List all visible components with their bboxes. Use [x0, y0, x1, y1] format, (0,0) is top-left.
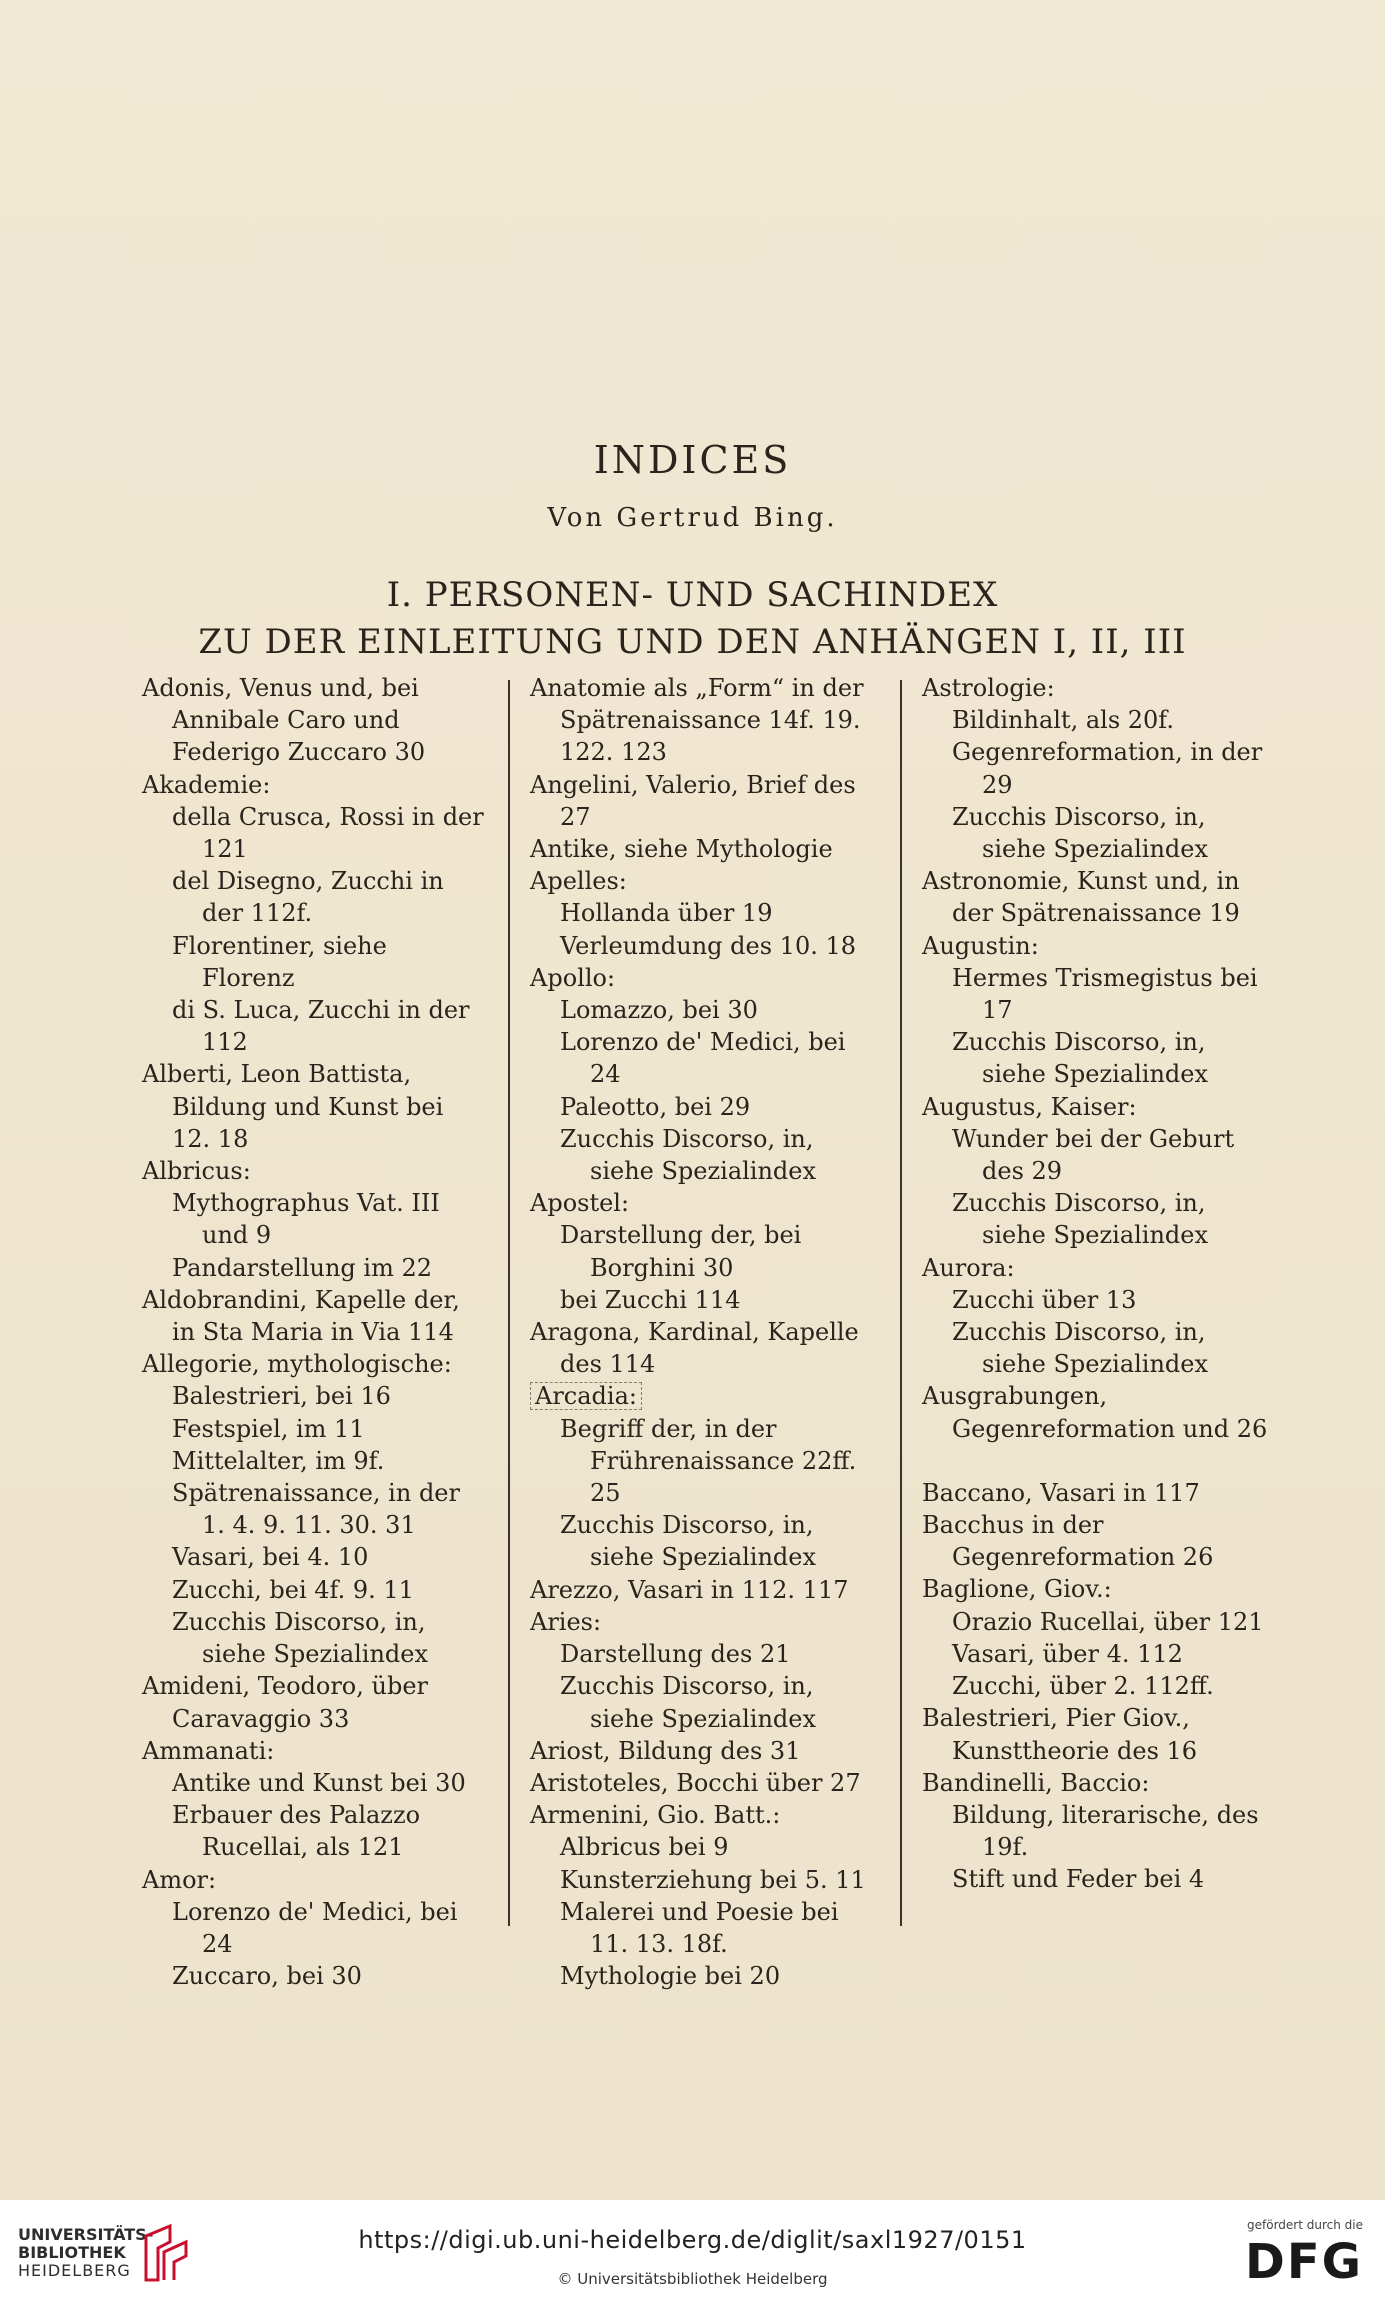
index-entry: Aragona, Kardinal, Kapelle des 114 [530, 1318, 859, 1379]
index-entry: Apostel: [530, 1189, 630, 1218]
index-entry: Amor: [142, 1865, 217, 1894]
index-entry: Augustus, Kaiser: [922, 1092, 1137, 1121]
index-subentry: Kunsterziehung bei 5. 11 [560, 1865, 866, 1894]
index-entry: Ausgrabungen, Gegenreformation und 26 [922, 1382, 1268, 1443]
index-entry: Akademie: [142, 770, 271, 799]
section-heading-line-1: I. PERSONEN- UND SACHINDEX [386, 575, 999, 615]
index-subentry: Vasari, über 4. 112 [952, 1639, 1183, 1668]
funding-note: gefördert durch die [1247, 2218, 1363, 2232]
index-subentry: Darstellung der, bei Borghini 30 [560, 1221, 802, 1282]
index-subentry: Begriff der, in der Frührenaissance 22ff. 25 [560, 1414, 857, 1508]
index-subentry: Mythographus Vat. III und 9 [172, 1189, 440, 1250]
index-entry: Astrologie: [922, 674, 1055, 702]
index-entry: Aristoteles, Bocchi über 27 [530, 1768, 861, 1797]
index-entry: Aurora: [922, 1253, 1015, 1282]
logo-line-3: HEIDELBERG [18, 2261, 131, 2280]
index-entry: Aries: [530, 1607, 602, 1636]
index-subentry: Zucchis Discorso, in, siehe Spezialindex [952, 802, 1209, 864]
index-letter-gap [922, 1445, 1272, 1477]
index-subentry: Zucchis Discorso, in, siehe Spezialindex [560, 1672, 817, 1733]
index-subentry: Lorenzo de' Medici, bei 24 [560, 1028, 846, 1089]
index-subentry: di S. Luca, Zucchi in der 112 [172, 996, 470, 1057]
index-entry: Apollo: [530, 963, 616, 992]
index-subentry: Lomazzo, bei 30 [560, 996, 758, 1025]
index-subentry: Bildung, literarische, des 19f. [952, 1800, 1259, 1862]
index-subentry: Mittelalter, im 9f. [172, 1446, 385, 1475]
index-subentry: Pandarstellung im 22 [172, 1253, 433, 1282]
index-subentry: Zucchis Discorso, in, siehe Spezialindex [952, 1189, 1209, 1250]
index-column-1 [142, 672, 487, 1992]
index-entry: Apelles: [530, 867, 627, 896]
index-subentry: Zucchi über 13 [952, 1285, 1137, 1314]
index-subentry: Zucchis Discorso, in, siehe Spezialindex [952, 1318, 1209, 1379]
viewer-footer [0, 2200, 1385, 2304]
index-column-3 [922, 672, 1272, 1896]
column-divider-1 [508, 680, 510, 1926]
section-heading-line-2: ZU DER EINLEITUNG UND DEN ANHÄNGEN I, II, III [198, 622, 1187, 662]
index-subentry: Zucchis Discorso, in, siehe Spezialindex [560, 1511, 817, 1572]
index-subentry: Bildinhalt, als 20f. [952, 706, 1174, 735]
index-entry: Arezzo, Vasari in 112. 117 [530, 1575, 849, 1604]
index-subentry: bei Zucchi 114 [560, 1285, 741, 1314]
index-subentry: Zucchis Discorso, in, siehe Spezialindex [560, 1124, 817, 1186]
index-subentry: Erbauer des Palazzo Rucellai, als 121 [172, 1801, 421, 1862]
index-entry: Baccano, Vasari in 117 [922, 1478, 1200, 1507]
index-entry: Ammanati: [142, 1736, 275, 1765]
index-subentry: della Crusca, Rossi in der 121 [172, 802, 484, 864]
index-column-2 [530, 672, 882, 1992]
logo-line-1: UNIVERSITÄTS- [18, 2225, 154, 2244]
column-divider-2 [900, 680, 902, 1926]
index-entry: Bandinelli, Baccio: [922, 1768, 1150, 1797]
index-entry: Allegorie, mythologische: [142, 1350, 452, 1379]
logo-line-2: BIBLIOTHEK [18, 2243, 126, 2262]
index-subentry: Spätrenaissance, in der 1. 4. 9. 11. 30. 31 [172, 1479, 460, 1540]
index-entry-marked: Arcadia: [530, 1380, 882, 1412]
index-subentry: Stift und Feder bei 4 [952, 1865, 1205, 1894]
index-entry: Ariost, Bildung des 31 [530, 1736, 801, 1765]
index-subentry: Zuccaro, bei 30 [172, 1962, 362, 1991]
index-subentry: Balestrieri, bei 16 [172, 1382, 391, 1411]
index-subentry: Orazio Rucellai, über 121 [952, 1607, 1264, 1636]
index-subentry: Festspiel, im 11 [172, 1414, 365, 1443]
index-subentry: Zucchis Discorso, in, siehe Spezialindex [952, 1028, 1209, 1089]
index-entry: Antike, siehe Mythologie [530, 835, 833, 864]
index-entry: Albricus: [142, 1157, 251, 1186]
dfg-logo[interactable]: DFG [1244, 2234, 1363, 2290]
index-subentry: Mythologie bei 20 [560, 1962, 781, 1991]
index-entry: Aldobrandini, Kapelle der, in Sta Maria in Via 114 [142, 1285, 460, 1347]
index-subentry: Hollanda über 19 [560, 899, 773, 928]
section-heading [0, 572, 1385, 666]
index-entry: Baglione, Giov.: [922, 1575, 1112, 1604]
index-entry: Bacchus in der Gegenreformation 26 [922, 1511, 1214, 1572]
index-entry: Adonis, Venus und, bei Annibale Caro und Federigo Zuccaro 30 [142, 674, 426, 767]
index-subentry: Zucchi, über 2. 112ff. [952, 1672, 1214, 1701]
index-subentry: Malerei und Poesie bei 11. 13. 18f. [560, 1897, 839, 1958]
index-subentry: Hermes Trismegistus bei 17 [952, 963, 1258, 1025]
copyright-notice: © Universitätsbibliothek Heidelberg [557, 2270, 828, 2288]
index-entry: Angelini, Valerio, Brief des 27 [530, 770, 856, 831]
index-subentry: Gegenreformation, in der 29 [952, 738, 1263, 799]
index-subentry: Verleumdung des 10. 18 [560, 931, 857, 960]
index-entry: Balestrieri, Pier Giov., Kunsttheorie des 16 [922, 1704, 1198, 1765]
permalink-url[interactable]: https://digi.ub.uni-heidelberg.de/diglit/saxl1927/0151 [358, 2226, 1027, 2254]
index-subentry: Antike und Kunst bei 30 [172, 1768, 466, 1797]
index-entry: Alberti, Leon Battista, Bildung und Kunst bei 12. 18 [142, 1060, 444, 1153]
index-subentry: Darstellung des 21 [560, 1640, 791, 1669]
index-subentry: Florentiner, siehe Florenz [172, 931, 387, 992]
index-subentry: Lorenzo de' Medici, bei 24 [172, 1897, 458, 1958]
index-subentry: del Disegno, Zucchi in der 112f. [172, 867, 444, 928]
index-entry: Amideni, Teodoro, über Caravaggio 33 [142, 1672, 429, 1733]
author-byline: Von Gertrud Bing. [547, 503, 838, 533]
index-subentry: Zucchis Discorso, in, siehe Spezialindex [172, 1607, 429, 1669]
index-subentry: Albricus bei 9 [560, 1833, 729, 1862]
index-subentry: Vasari, bei 4. 10 [172, 1543, 369, 1572]
index-entry: Augustin: [922, 931, 1039, 960]
index-subentry: Wunder bei der Geburt des 29 [952, 1124, 1235, 1186]
index-entry: Anatomie als „Form“ in der Spätrenaissance 14f. 19. 122. 123 [530, 674, 864, 767]
index-entry: Armenini, Gio. Batt.: [530, 1801, 781, 1830]
index-entry: Astronomie, Kunst und, in der Spätrenaissance 19 [922, 867, 1240, 928]
index-subentry: Zucchi, bei 4f. 9. 11 [172, 1575, 414, 1604]
index-subentry: Paleotto, bei 29 [560, 1092, 751, 1121]
page-title: INDICES [593, 438, 792, 482]
